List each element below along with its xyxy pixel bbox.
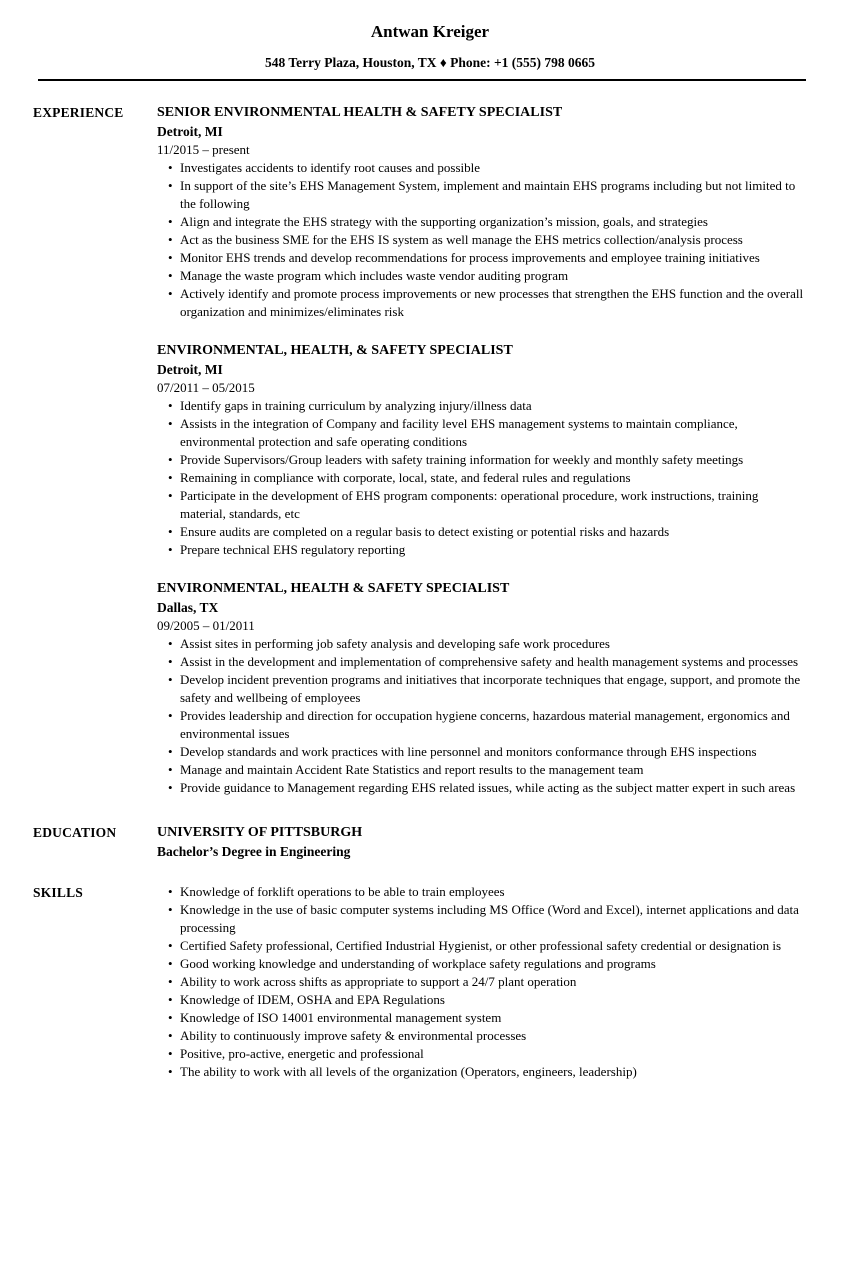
job-title: ENVIRONMENTAL, HEALTH & SAFETY SPECIALIST (157, 581, 510, 596)
experience-content (157, 103, 805, 797)
job-entry-3 (157, 579, 805, 797)
bullet-item: • Certified Safety professional, Certified Industrial Hygienist, or other professional safety credential or designation is (157, 937, 805, 955)
bullet-item: • Knowledge of ISO 14001 environmental management system (157, 1009, 805, 1027)
resume-header (0, 22, 860, 71)
bullet-item: • Manage the waste program which includes waste vendor auditing program (157, 267, 805, 285)
bullet-item: • Manage and maintain Accident Rate Statistics and report results to the management team (157, 761, 805, 779)
job-entry-2 (157, 341, 805, 559)
section-education (33, 823, 805, 861)
job-bullet-list (157, 635, 805, 797)
bullet-item: • Monitor EHS trends and develop recommendations for process improvements and employee training initiatives (157, 249, 805, 267)
section-label-education: EDUCATION (33, 825, 117, 840)
degree-name: Bachelor’s Degree in Engineering (157, 844, 351, 859)
bullet-item: • Develop standards and work practices with line personnel and monitors conformance through EHS inspections (157, 743, 805, 761)
job-location: Detroit, MI (157, 124, 223, 139)
job-bullet-list (157, 159, 805, 321)
skills-bullet-list (157, 883, 805, 1081)
bullet-item: • Ensure audits are completed on a regular basis to detect existing or potential risks and hazards (157, 523, 805, 541)
bullet-item: • Remaining in compliance with corporate, local, state, and federal rules and regulations (157, 469, 805, 487)
school-name: UNIVERSITY OF PITTSBURGH (157, 825, 363, 840)
bullet-item: • Assists in the integration of Company and facility level EHS management systems to maintain compliance, environmental protection and safe operating conditions (157, 415, 805, 451)
job-bullet-list (157, 397, 805, 559)
bullet-item: • Identify gaps in training curriculum by analyzing injury/illness data (157, 397, 805, 415)
section-skills (33, 883, 805, 1081)
bullet-item: • Participate in the development of EHS program components: operational procedure, work instructions, training material, standards, etc (157, 487, 805, 523)
bullet-item: • Knowledge in the use of basic computer systems including MS Office (Word and Excel), internet applications and data processing (157, 901, 805, 937)
bullet-item: • The ability to work with all levels of the organization (Operators, engineers, leadership) (157, 1063, 805, 1081)
job-dates: 11/2015 – present (157, 142, 250, 157)
job-location: Dallas, TX (157, 600, 219, 615)
bullet-item: • Provide guidance to Management regarding EHS related issues, while acting as the subject matter expert in such areas (157, 779, 805, 797)
person-name: Antwan Kreiger (370, 22, 490, 41)
bullet-item: • Actively identify and promote process improvements or new processes that strengthen the EHS function and the overall organization and minimizes/eliminates risk (157, 285, 805, 321)
job-dates: 07/2011 – 05/2015 (157, 380, 255, 395)
education-content (157, 823, 805, 861)
resume-document (0, 22, 860, 1262)
bullet-item: • Knowledge of IDEM, OSHA and EPA Regulations (157, 991, 805, 1009)
bullet-item: • Good working knowledge and understanding of workplace safety regulations and programs (157, 955, 805, 973)
header-divider (38, 79, 806, 81)
bullet-item: • Ability to continuously improve safety & environmental processes (157, 1027, 805, 1045)
bullet-item: • Align and integrate the EHS strategy with the supporting organization’s mission, goals, and strategies (157, 213, 805, 231)
bullet-item: • Positive, pro-active, energetic and professional (157, 1045, 805, 1063)
bullet-item: • Provides leadership and direction for occupation hygiene concerns, hazardous material management, ergonomics and environmental issues (157, 707, 805, 743)
job-entry-1 (157, 103, 805, 321)
bullet-item: • Investigates accidents to identify root causes and possible (157, 159, 805, 177)
section-experience (33, 103, 805, 797)
job-location: Detroit, MI (157, 362, 223, 377)
bullet-item: • Ability to work across shifts as appropriate to support a 24/7 plant operation (157, 973, 805, 991)
bullet-item: • Provide Supervisors/Group leaders with safety training information for weekly and monthly safety meetings (157, 451, 805, 469)
skills-content (157, 883, 805, 1081)
bullet-item: • Prepare technical EHS regulatory reporting (157, 541, 805, 559)
section-label-experience: EXPERIENCE (33, 105, 124, 120)
bullet-item: • Develop incident prevention programs and initiatives that incorporate techniques that engage, support, and promote the safety and wellbeing of employees (157, 671, 805, 707)
contact-line: 548 Terry Plaza, Houston, TX ♦ Phone: +1 (555) 798 0665 (264, 55, 596, 70)
bullet-item: • Knowledge of forklift operations to be able to train employees (157, 883, 805, 901)
bullet-item: • In support of the site’s EHS Management System, implement and maintain EHS programs including but not limited to the following (157, 177, 805, 213)
bullet-item: • Act as the business SME for the EHS IS system as well manage the EHS metrics collection/analysis process (157, 231, 805, 249)
bullet-item: • Assist in the development and implementation of comprehensive safety and health management systems and processes (157, 653, 805, 671)
job-title: ENVIRONMENTAL, HEALTH, & SAFETY SPECIALIST (157, 343, 513, 358)
job-title: SENIOR ENVIRONMENTAL HEALTH & SAFETY SPECIALIST (157, 105, 563, 120)
bullet-item: • Assist sites in performing job safety analysis and developing safe work procedures (157, 635, 805, 653)
job-dates: 09/2005 – 01/2011 (157, 618, 255, 633)
section-label-skills: SKILLS (33, 885, 83, 900)
